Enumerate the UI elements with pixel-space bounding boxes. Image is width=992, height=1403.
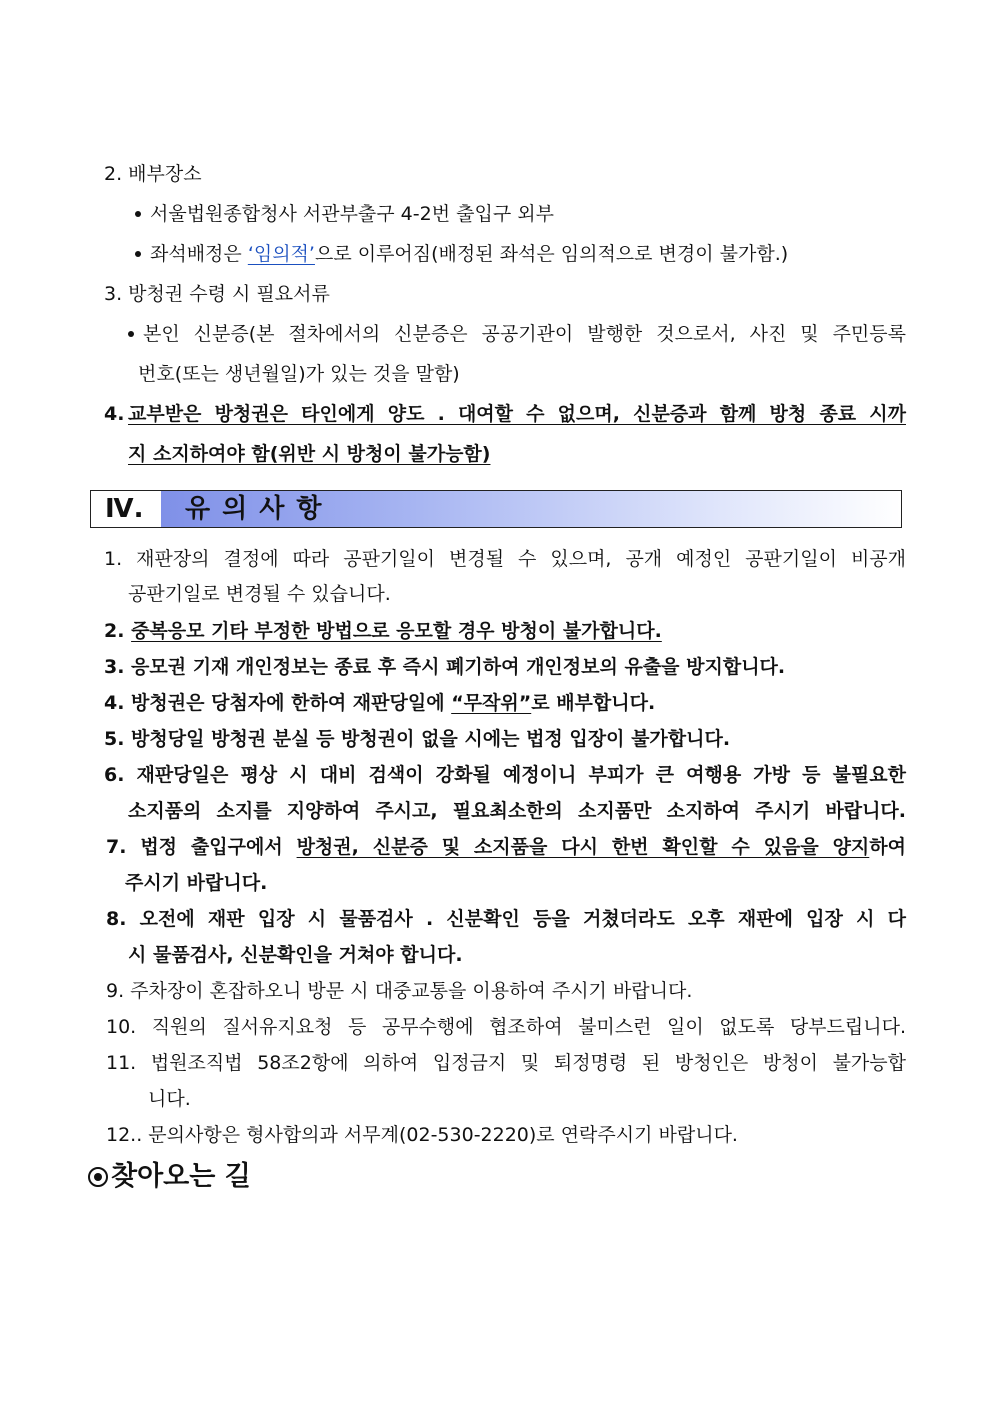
item-4-random: “무작위” — [451, 692, 532, 714]
notice-item-11-line-1: 11. 법원조직법 58조2항에 의하여 입정금지 및 퇴정명령 된 방청인은 방청이 불가능합 — [106, 1052, 906, 1074]
notice-item-7-line-1 — [106, 834, 906, 860]
notice-item-2 — [104, 618, 662, 644]
notice-item-1-line-2: 공판기일로 변경될 수 있습니다. — [128, 583, 391, 605]
bullet-icon — [135, 211, 141, 217]
notice-section-header — [90, 490, 902, 528]
item-4-post: 로 배부합니다. — [531, 692, 656, 714]
notice-item-8-line-2: 시 물품검사, 신분확인을 거쳐야 합니다. — [128, 944, 463, 966]
notice-item-7-line-2: 주시기 바랍니다. — [125, 872, 268, 894]
section-2-heading: 2. 배부장소 — [104, 163, 202, 185]
seat-text-pre: 좌석배정은 — [150, 243, 248, 265]
notice-item-12: 12.. 문의사항은 형사합의과 서무계(02-530-2220)로 연락주시기 바랍니다. — [106, 1124, 738, 1146]
directions-title: 찾아오는 길 — [111, 1161, 251, 1192]
section-title: 유의사항 — [185, 494, 334, 524]
item-4-pre: 4. 방청권은 당첨자에 한하여 재판당일에 — [104, 692, 452, 714]
section-number: Ⅳ. — [91, 491, 161, 527]
section-3-bullet-line-1: 본인 신분증(본 절차에서의 신분증은 공공기관이 발행한 것으로서, 사진 및 주민등록 — [143, 323, 906, 345]
seat-text-post: 으로 이루어짐(배정된 좌석은 임의적으로 변경이 불가함.) — [314, 243, 789, 265]
notice-item-6-line-1: 6. 재판당일은 평상 시 대비 검색이 강화될 예정이니 부피가 큰 여행용 가방 등 불필요한 — [104, 764, 906, 786]
section-4-line-2: 지 소지하여야 함(위반 시 방청이 불가능함) — [128, 443, 491, 465]
notice-item-4 — [104, 690, 655, 716]
section-3-heading: 3. 방청권 수령 시 필요서류 — [104, 283, 330, 305]
random-seat-link[interactable]: ‘임의적’ — [247, 243, 315, 265]
bullet-icon — [135, 251, 141, 257]
notice-item-1-line-1: 1. 재판장의 결정에 따라 공판기일이 변경될 수 있으며, 공개 예정인 공판기일이 비공개 — [104, 548, 906, 570]
notice-item-5: 5. 방청당일 방청권 분실 등 방청권이 없을 시에는 법정 입장이 불가합니다. — [104, 728, 731, 750]
notice-item-9: 9. 주차장이 혼잡하오니 방문 시 대중교통을 이용하여 주시기 바랍니다. — [106, 980, 693, 1002]
section-2-bullet-2 — [150, 241, 788, 267]
item-2-text: 중복응모 기타 부정한 방법으로 응모할 경우 방청이 불가합니다. — [131, 620, 662, 642]
target-circle-icon — [88, 1167, 108, 1187]
notice-item-8-line-1: 8. 오전에 재판 입장 시 물품검사 . 신분확인 등을 거쳤더라도 오후 재판에 입장 시 다 — [106, 908, 906, 930]
notice-item-3: 3. 응모권 기재 개인정보는 종료 후 즉시 폐기하여 개인정보의 유출을 방지합니다. — [104, 656, 786, 678]
directions-heading — [88, 1160, 251, 1194]
item-number: 2. — [104, 620, 125, 642]
section-2-bullet-1: 서울법원종합청사 서관부출구 4-2번 출입구 외부 — [150, 203, 554, 225]
item-7-post: 하여 — [869, 836, 906, 858]
section-4-number: 4. — [104, 403, 125, 425]
section-3-bullet-line-2: 번호(또는 생년월일)가 있는 것을 말함) — [138, 363, 460, 385]
item-7-underlined: 방청권, 신분증 및 소지품을 다시 한번 확인할 수 있음을 양지 — [296, 836, 870, 858]
section-4-line-1: 교부받은 방청권은 타인에게 양도 . 대여할 수 없으며, 신분증과 함께 방청 종료 시까 — [128, 403, 906, 425]
bullet-icon — [128, 331, 134, 337]
notice-item-10: 10. 직원의 질서유지요청 등 공무수행에 협조하여 불미스런 일이 없도록 당부드립니다. — [106, 1016, 906, 1038]
item-7-pre: 7. 법정 출입구에서 — [106, 836, 297, 858]
notice-item-11-line-2: 니다. — [148, 1088, 191, 1110]
notice-item-6-line-2: 소지품의 소지를 지양하여 주시고, 필요최소한의 소지품만 소지하여 주시기 바랍니다. — [128, 800, 906, 822]
